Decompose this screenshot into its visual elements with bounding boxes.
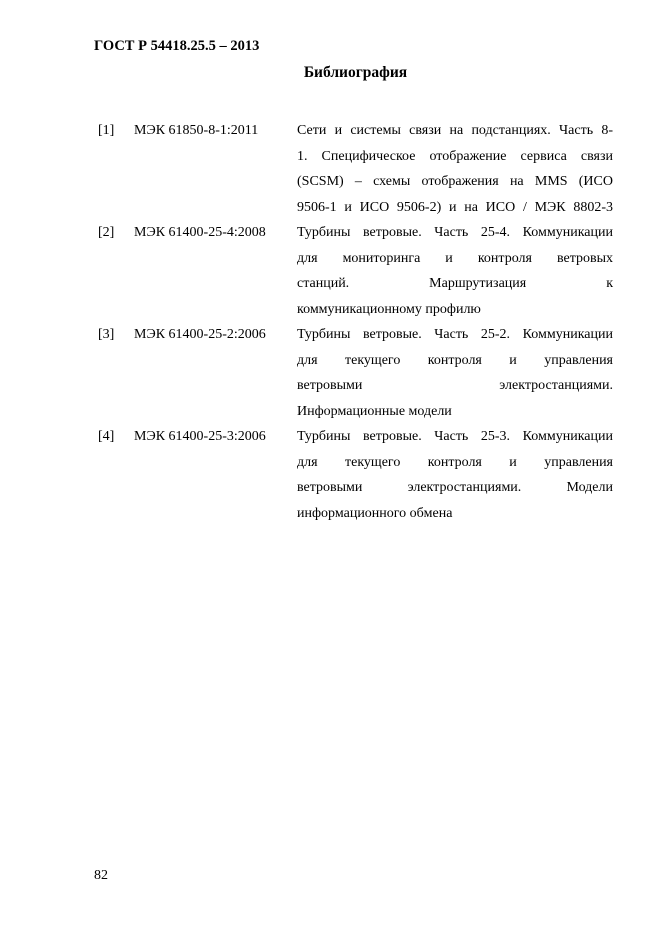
document-code-header: ГОСТ Р 54418.25.5 – 2013 [94, 38, 260, 54]
reference-standard: МЭК 61400-25-2:2006 [134, 327, 266, 342]
bibliography-entry [98, 322, 618, 424]
reference-title-line: Турбины ветровые. Часть 25-2. Коммуникации [297, 327, 613, 342]
reference-title [297, 118, 613, 220]
reference-number: [2] [98, 225, 115, 240]
reference-number: [1] [98, 123, 115, 138]
reference-title-line: ветровыми электростанциями. [297, 378, 613, 393]
reference-standard: МЭК 61400-25-3:2006 [134, 429, 266, 444]
reference-title-line: Турбины ветровые. Часть 25-4. Коммуникации [297, 225, 613, 240]
reference-title-line: Сети и системы связи на подстанциях. Часть 8- [297, 123, 613, 138]
bibliography-entry [98, 118, 618, 220]
reference-title-line: для текущего контроля и управления [297, 352, 613, 368]
reference-standard: МЭК 61400-25-4:2008 [134, 225, 266, 240]
bibliography-list [98, 118, 618, 526]
reference-title-line: для текущего контроля и управления [297, 454, 613, 470]
reference-title [297, 322, 613, 424]
page-number: 82 [94, 868, 108, 883]
reference-number: [3] [98, 327, 115, 342]
reference-title-line: 9506-1 и ИСО 9506-2) и на ИСО / МЭК 8802-3 [297, 199, 613, 215]
reference-title [297, 424, 613, 526]
reference-title-line: информационного обмена [297, 505, 453, 521]
bibliography-entry [98, 220, 618, 322]
reference-title-line: коммуникационному профилю [297, 301, 481, 317]
reference-title-line: Информационные модели [297, 403, 452, 419]
reference-title-line: станций. Маршрутизация к [297, 276, 613, 291]
reference-number: [4] [98, 429, 115, 444]
bibliography-entry [98, 424, 618, 526]
reference-title-line: для мониторинга и контроля ветровых [297, 250, 613, 266]
reference-title-line: Турбины ветровые. Часть 25-3. Коммуникации [297, 429, 613, 444]
reference-standard: МЭК 61850-8-1:2011 [134, 123, 259, 138]
reference-title [297, 220, 613, 322]
reference-title-line: ветровыми электростанциями. Модели [297, 480, 613, 495]
reference-title-line: (SCSM) – схемы отображения на MMS (ИСО [297, 174, 613, 189]
page-title: Библиография [303, 64, 408, 81]
reference-title-line: 1. Специфическое отображение сервиса связи [297, 148, 613, 164]
